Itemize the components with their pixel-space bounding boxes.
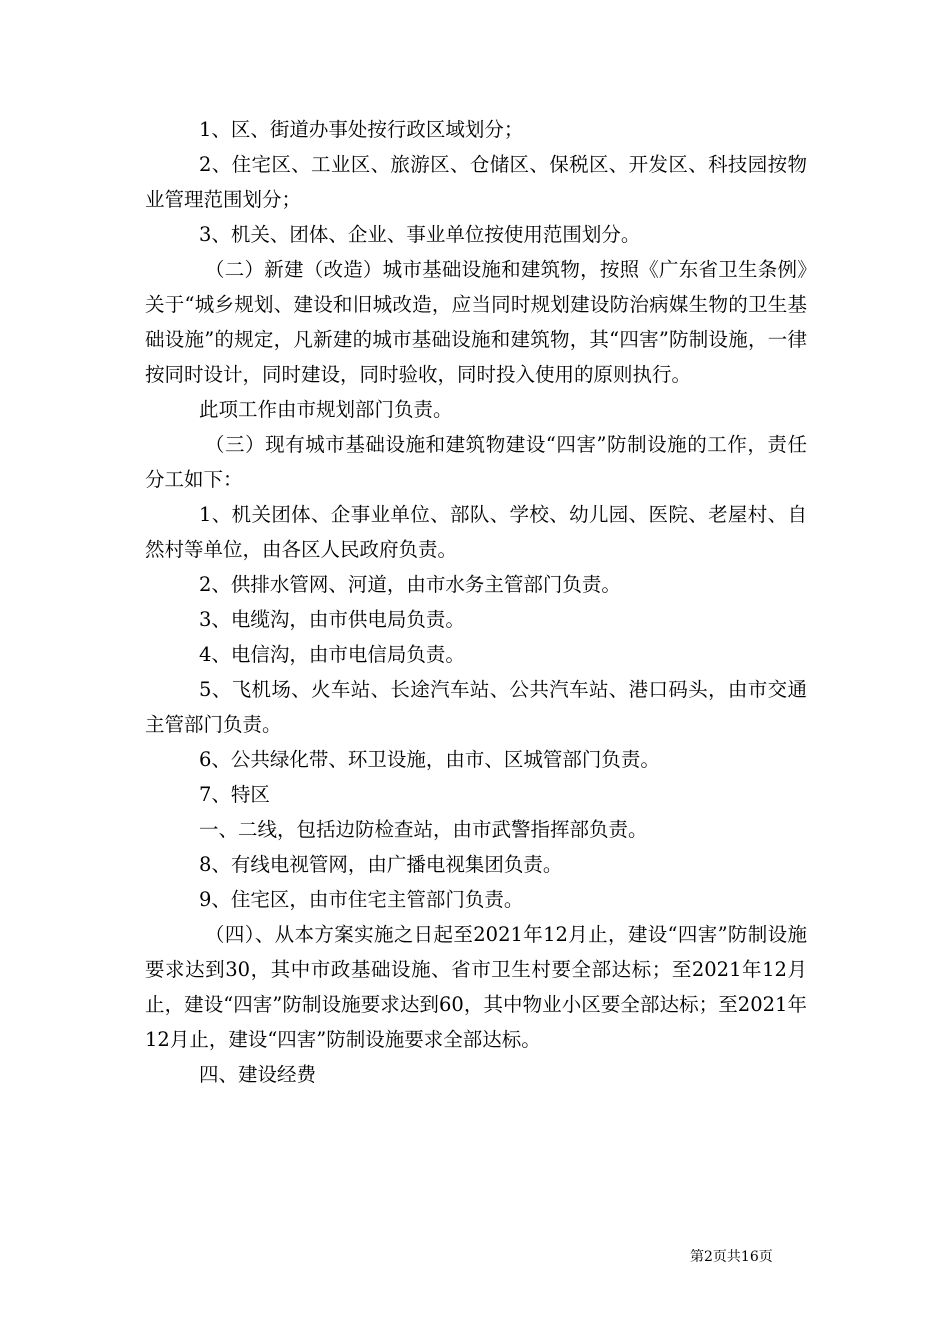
paragraph: 此项工作由市规划部门负责。 [199, 398, 453, 421]
document-body [145, 112, 807, 1092]
paragraph: 1、机关团体、企事业单位、部队、学校、幼儿园、医院、老屋村、自然村等单位，由各区人民政府负责。 [145, 503, 807, 561]
paragraph: 1、区、街道办事处按行政区域划分； [199, 118, 524, 141]
paragraph: 一、二线，包括边防检查站，由市武警指挥部负责。 [199, 818, 648, 841]
paragraph: 4、电信沟，由市电信局负责。 [199, 643, 465, 666]
paragraph: 2、住宅区、工业区、旅游区、仓储区、保税区、开发区、科技园按物业管理范围划分； [145, 153, 807, 211]
paragraph: （四）、从本方案实施之日起至2021年12月止，建设“四害”防制设施要求达到30，其中市政基础设施、省市卫生村要全部达标；至2021年12月止，建设“四害”防制设施要求达到60，其中物业小区要全部达标；至2021年12月止，建设“四害”防制设施要求全部达标。 [145, 923, 807, 1051]
paragraph: （三）现有城市基础设施和建筑物建设“四害”防制设施的工作，责任分工如下： [145, 433, 807, 491]
paragraph: 3、机关、团体、企业、事业单位按使用范围划分。 [199, 223, 641, 246]
paragraph: 8、有线电视管网，由广播电视集团负责。 [199, 853, 563, 876]
page-number: 第2页共16页 [690, 1249, 773, 1265]
paragraph: 6、公共绿化带、环卫设施，由市、区城管部门负责。 [199, 748, 660, 771]
section-heading: 四、建设经费 [199, 1063, 317, 1086]
paragraph: 3、电缆沟，由市供电局负责。 [199, 608, 465, 631]
paragraph: 5、飞机场、火车站、长途汽车站、公共汽车站、港口码头，由市交通主管部门负责。 [145, 678, 807, 736]
paragraph: 2、供排水管网、河道，由市水务主管部门负责。 [199, 573, 621, 596]
paragraph: （二）新建（改造）城市基础设施和建筑物，按照《广东省卫生条例》关于“城乡规划、建设和旧城改造，应当同时规划建设防治病媒生物的卫生基础设施”的规定，凡新建的城市基础设施和建筑物，其“四害”防制设施，一律按同时设计，同时建设，同时验收，同时投入使用的原则执行。 [145, 258, 807, 386]
paragraph: 9、住宅区，由市住宅主管部门负责。 [199, 888, 524, 911]
paragraph: 7、特区 [199, 783, 270, 806]
